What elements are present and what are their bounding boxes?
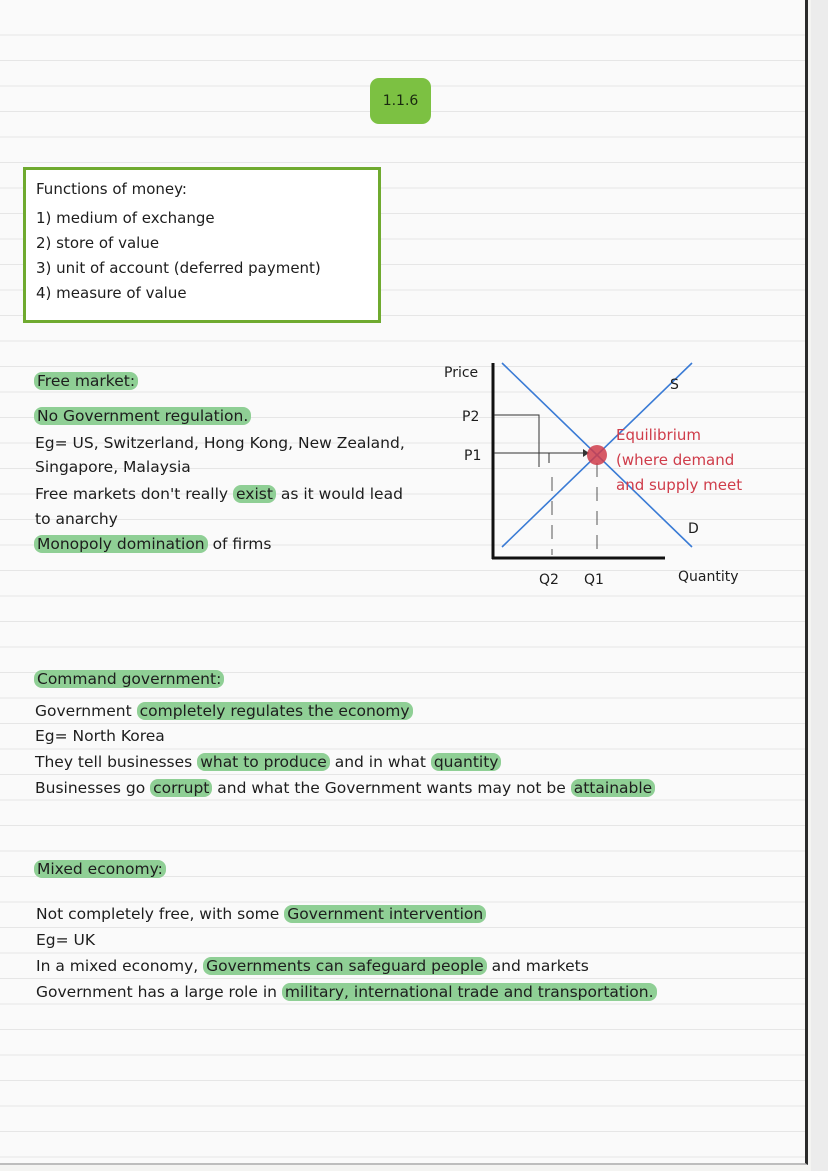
highlight: Monopoly domination <box>34 535 208 553</box>
highlight: Governments can safeguard people <box>203 957 487 975</box>
mixed-heading-text: Mixed economy: <box>34 860 166 878</box>
functions-of-money-title: Functions of money: <box>36 180 187 198</box>
text-part: Free markets don't really <box>35 485 234 503</box>
free-market-heading-text: Free market: <box>34 372 138 390</box>
functions-of-money-box <box>23 167 381 323</box>
text-part: Government <box>35 702 137 720</box>
highlight: military, international trade and transportation. <box>282 983 657 1001</box>
text-part: of firms <box>207 535 272 553</box>
free-market-line: to anarchy <box>35 510 118 528</box>
command-line: Eg= North Korea <box>35 727 165 745</box>
mixed-line <box>36 983 657 1001</box>
demand-label: D <box>688 521 699 537</box>
command-line <box>35 702 413 720</box>
money-function-item: 1) medium of exchange <box>36 209 215 227</box>
highlight: exist <box>233 485 276 503</box>
command-line <box>35 753 501 771</box>
y-axis-label: Price <box>444 365 479 381</box>
text-part: and markets <box>486 957 589 975</box>
highlight: what to produce <box>197 753 330 771</box>
text-part: and in what <box>329 753 431 771</box>
text-part: Government has a large role in <box>36 983 282 1001</box>
y-tick-label: P1 <box>464 448 482 464</box>
text-part: They tell businesses <box>35 753 198 771</box>
command-heading-text: Command government: <box>34 670 224 688</box>
page-edge <box>811 0 828 1171</box>
mixed-line: Eg= UK <box>36 931 96 949</box>
section-badge: 1.1.6 <box>370 78 431 124</box>
free-market-line: Singapore, Malaysia <box>35 458 191 476</box>
equilibrium-point <box>587 445 607 465</box>
text-part: as it would lead <box>275 485 403 503</box>
mixed-heading <box>34 860 166 878</box>
free-market-line <box>34 407 251 425</box>
p2-guide-line <box>494 415 539 467</box>
highlight: quantity <box>431 753 502 771</box>
highlight: completely regulates the economy <box>137 702 413 720</box>
free-market-heading <box>34 372 138 390</box>
x-tick-label: Q1 <box>584 572 604 588</box>
equilibrium-annotation: Equilibrium <box>616 426 701 444</box>
text-part: In a mixed economy, <box>36 957 204 975</box>
supply-label: S <box>670 377 679 393</box>
mixed-line <box>36 905 486 923</box>
y-tick-label: P2 <box>462 409 480 425</box>
money-function-item: 4) measure of value <box>36 284 187 302</box>
mixed-line <box>36 957 589 975</box>
command-line <box>35 779 655 797</box>
x-axis-label: Quantity <box>678 569 739 585</box>
free-market-line: Eg= US, Switzerland, Hong Kong, New Zealand, <box>35 434 405 452</box>
equilibrium-annotation: and supply meet <box>616 476 743 494</box>
text-part: Not completely free, with some <box>36 905 285 923</box>
text-part: and what the Government wants may not be <box>212 779 571 797</box>
free-market-line <box>34 535 271 553</box>
free-market-line <box>35 485 403 503</box>
equilibrium-annotation: (where demand <box>616 451 735 469</box>
p1-guide-line <box>494 453 589 463</box>
x-tick-label: Q2 <box>539 572 559 588</box>
command-heading <box>34 670 224 688</box>
money-function-item: 3) unit of account (deferred payment) <box>36 259 321 277</box>
free-market-line-hl: No Government regulation. <box>34 407 251 425</box>
highlight: Government intervention <box>284 905 486 923</box>
highlight: corrupt <box>150 779 212 797</box>
highlight: attainable <box>571 779 655 797</box>
supply-demand-chart <box>440 355 780 595</box>
money-function-item: 2) store of value <box>36 234 160 252</box>
text-part: Businesses go <box>35 779 151 797</box>
